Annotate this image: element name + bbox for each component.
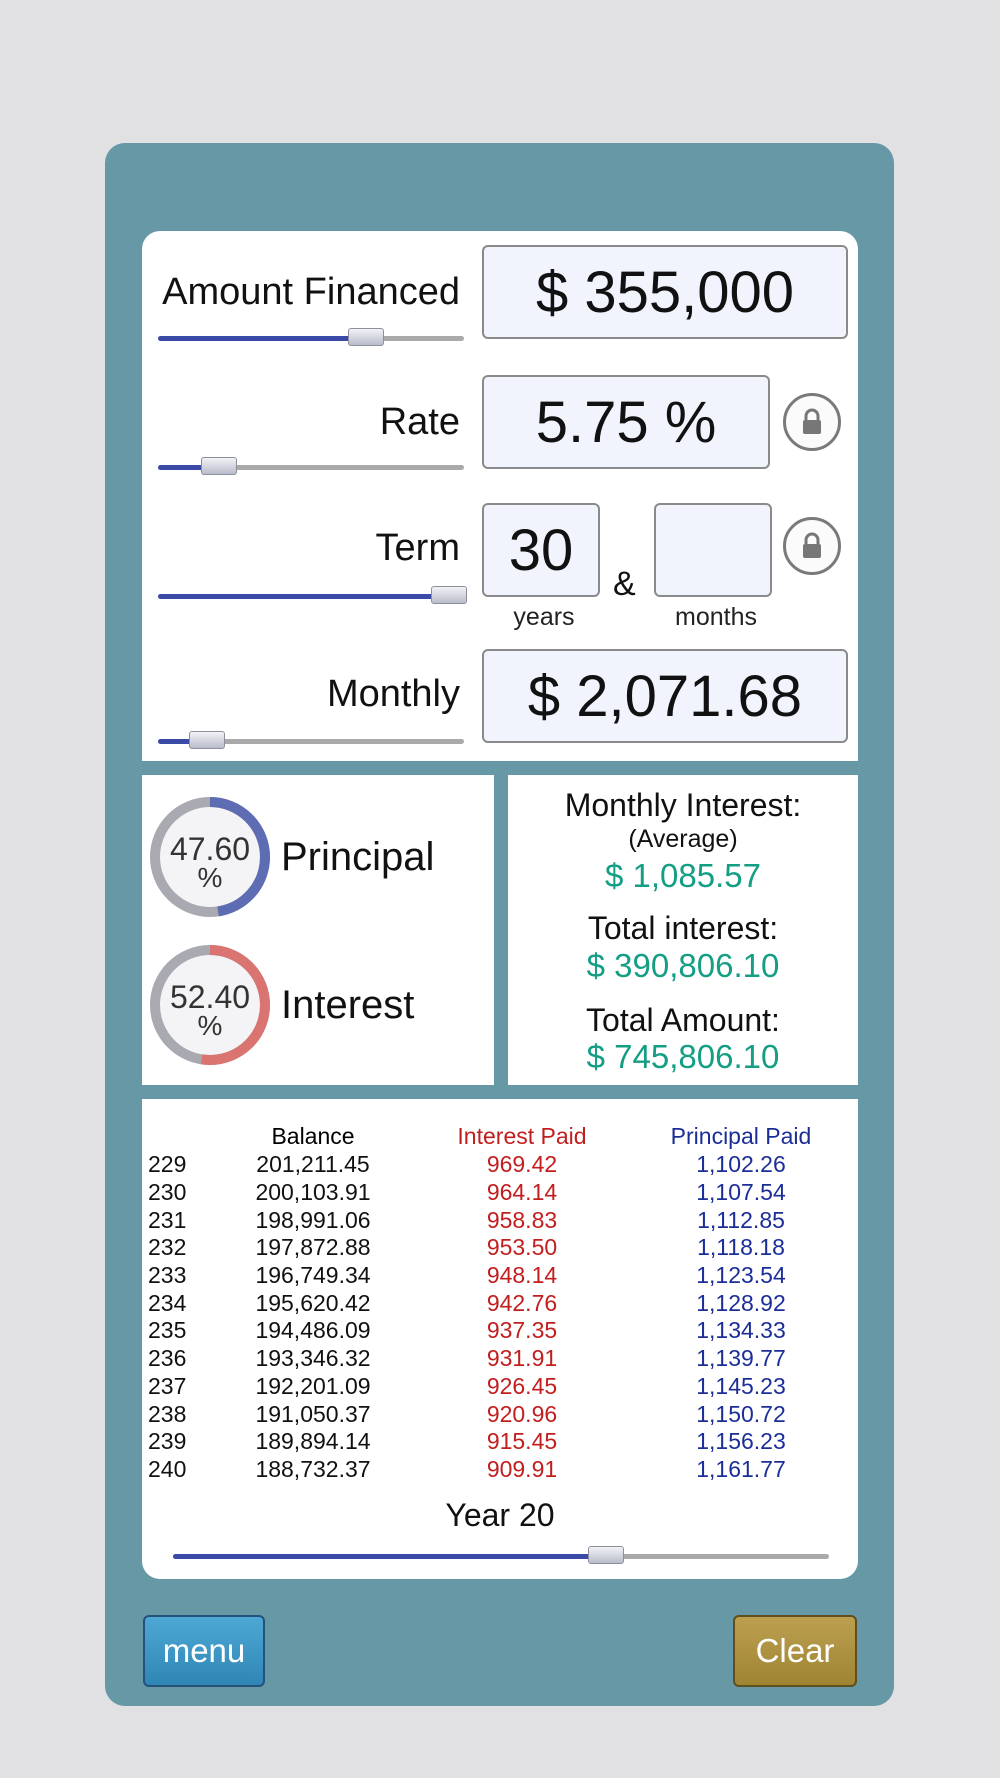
lock-icon (797, 407, 827, 437)
row-number: 231 (148, 1206, 187, 1233)
row-balance: 196,749.34 (255, 1262, 371, 1289)
table-row (146, 1373, 836, 1401)
table-row (146, 1262, 836, 1290)
row-principal-paid: 1,123.54 (696, 1262, 786, 1289)
row-number: 230 (148, 1179, 187, 1206)
row-number: 235 (148, 1317, 187, 1344)
row-number: 234 (148, 1289, 187, 1316)
monthly-interest-label: Monthly Interest: (564, 787, 802, 823)
lock-icon (797, 531, 827, 561)
menu-button[interactable]: menu (143, 1615, 265, 1687)
slider-fill (158, 594, 449, 599)
row-number: 239 (148, 1428, 187, 1455)
row-interest-paid: 942.76 (486, 1289, 558, 1316)
row-number: 240 (148, 1455, 187, 1482)
table-row (146, 1206, 836, 1234)
monthly-interest-sublabel: (Average) (628, 825, 738, 853)
term-ampersand: & (613, 565, 636, 603)
inputs-panel (142, 231, 858, 761)
principal-percent: 47.60 (169, 831, 251, 867)
months-label: months (675, 603, 757, 631)
row-principal-paid: 1,134.33 (696, 1317, 786, 1344)
years-label: years (513, 603, 575, 631)
row-interest-paid: 926.45 (486, 1372, 558, 1399)
amortization-table (146, 1121, 836, 1483)
monthly-slider[interactable] (158, 739, 464, 745)
row-balance: 191,050.37 (255, 1400, 371, 1427)
row-balance: 193,346.32 (255, 1345, 371, 1372)
term-months-field[interactable] (654, 503, 772, 597)
interest-percent-symbol: % (197, 1010, 223, 1041)
total-amount-value: $ 745,806.10 (586, 1038, 780, 1075)
interest-percent: 52.40 (169, 979, 251, 1015)
row-balance: 201,211.45 (256, 1151, 370, 1178)
interest-donut-text (148, 943, 272, 1039)
summary-panel (508, 775, 858, 1085)
slider-thumb[interactable] (348, 328, 384, 346)
row-principal-paid: 1,145.23 (696, 1372, 786, 1399)
row-balance: 197,872.88 (255, 1234, 371, 1261)
year-label: Year 20 (445, 1497, 555, 1533)
rate-slider[interactable] (158, 465, 464, 471)
slider-thumb[interactable] (189, 731, 225, 749)
row-principal-paid: 1,118.18 (697, 1234, 785, 1261)
clear-button[interactable]: Clear (733, 1615, 857, 1687)
rate-label: Rate (379, 401, 460, 443)
total-amount-label: Total Amount: (586, 1002, 780, 1038)
principal-percent-symbol: % (197, 862, 223, 893)
table-row (146, 1289, 836, 1317)
row-interest-paid: 920.96 (486, 1400, 558, 1427)
amount-financed-slider[interactable] (158, 336, 464, 342)
slider-thumb[interactable] (201, 457, 237, 475)
row-interest-paid: 964.14 (486, 1179, 558, 1206)
year-slider[interactable] (173, 1554, 829, 1560)
interest-label: Interest (281, 983, 415, 1027)
slider-thumb[interactable] (431, 586, 467, 604)
term-label: Term (375, 527, 460, 569)
table-row (146, 1456, 836, 1484)
monthly-label: Monthly (326, 673, 460, 715)
term-slider[interactable] (158, 594, 464, 600)
table-header-row (146, 1121, 836, 1151)
table-row (146, 1428, 836, 1456)
amount-financed-field[interactable]: $ 355,000 (482, 245, 848, 339)
row-principal-paid: 1,161.77 (696, 1455, 786, 1482)
row-principal-paid: 1,107.54 (696, 1179, 786, 1206)
amortization-panel (142, 1099, 858, 1579)
rate-field[interactable]: 5.75 % (482, 375, 770, 469)
total-interest-label: Total interest: (587, 910, 779, 946)
header-balance: Balance (271, 1122, 355, 1149)
row-interest-paid: 969.42 (486, 1151, 558, 1178)
amount-financed-label: Amount Financed (162, 271, 460, 313)
row-balance: 192,201.09 (255, 1372, 371, 1399)
principal-donut-text (148, 795, 272, 891)
row-interest-paid: 909.91 (486, 1455, 558, 1482)
row-interest-paid: 958.83 (486, 1206, 558, 1233)
row-interest-paid: 931.91 (486, 1345, 558, 1372)
slider-fill (158, 336, 366, 341)
row-balance: 195,620.42 (255, 1289, 371, 1316)
row-number: 229 (148, 1151, 187, 1178)
row-number: 232 (148, 1234, 187, 1261)
row-principal-paid: 1,102.26 (696, 1151, 786, 1178)
principal-label: Principal (281, 835, 435, 879)
row-number: 236 (148, 1345, 187, 1372)
row-principal-paid: 1,128.92 (696, 1289, 786, 1316)
table-row (146, 1345, 836, 1373)
monthly-payment-field[interactable]: $ 2,071.68 (482, 649, 848, 743)
row-balance: 189,894.14 (255, 1428, 371, 1455)
slider-fill (173, 1554, 606, 1559)
total-interest-value: $ 390,806.10 (586, 947, 780, 984)
row-balance: 194,486.09 (255, 1317, 371, 1344)
amortization-table-body (146, 1151, 836, 1483)
calculator-frame (105, 143, 894, 1706)
header-principal-paid: Principal Paid (670, 1122, 812, 1149)
row-interest-paid: 948.14 (486, 1262, 558, 1289)
breakdown-panel (142, 775, 494, 1085)
row-principal-paid: 1,112.85 (697, 1206, 785, 1233)
row-balance: 200,103.91 (255, 1179, 371, 1206)
row-principal-paid: 1,156.23 (696, 1428, 786, 1455)
term-years-field[interactable]: 30 (482, 503, 600, 597)
row-principal-paid: 1,139.77 (696, 1345, 786, 1372)
row-number: 233 (148, 1262, 187, 1289)
table-row (146, 1234, 836, 1262)
row-interest-paid: 915.45 (486, 1428, 558, 1455)
term-lock-button[interactable] (783, 517, 841, 575)
row-number: 238 (148, 1400, 187, 1427)
row-interest-paid: 953.50 (486, 1234, 558, 1261)
row-balance: 188,732.37 (255, 1455, 371, 1482)
table-row (146, 1400, 836, 1428)
row-number: 237 (148, 1372, 187, 1399)
monthly-interest-value: $ 1,085.57 (605, 857, 761, 894)
table-row (146, 1151, 836, 1179)
header-number (146, 1121, 228, 1151)
row-interest-paid: 937.35 (486, 1317, 558, 1344)
table-row (146, 1179, 836, 1207)
row-principal-paid: 1,150.72 (696, 1400, 786, 1427)
table-row (146, 1317, 836, 1345)
header-interest-paid: Interest Paid (457, 1122, 587, 1149)
rate-lock-button[interactable] (783, 393, 841, 451)
slider-thumb[interactable] (588, 1546, 624, 1564)
row-balance: 198,991.06 (255, 1206, 371, 1233)
